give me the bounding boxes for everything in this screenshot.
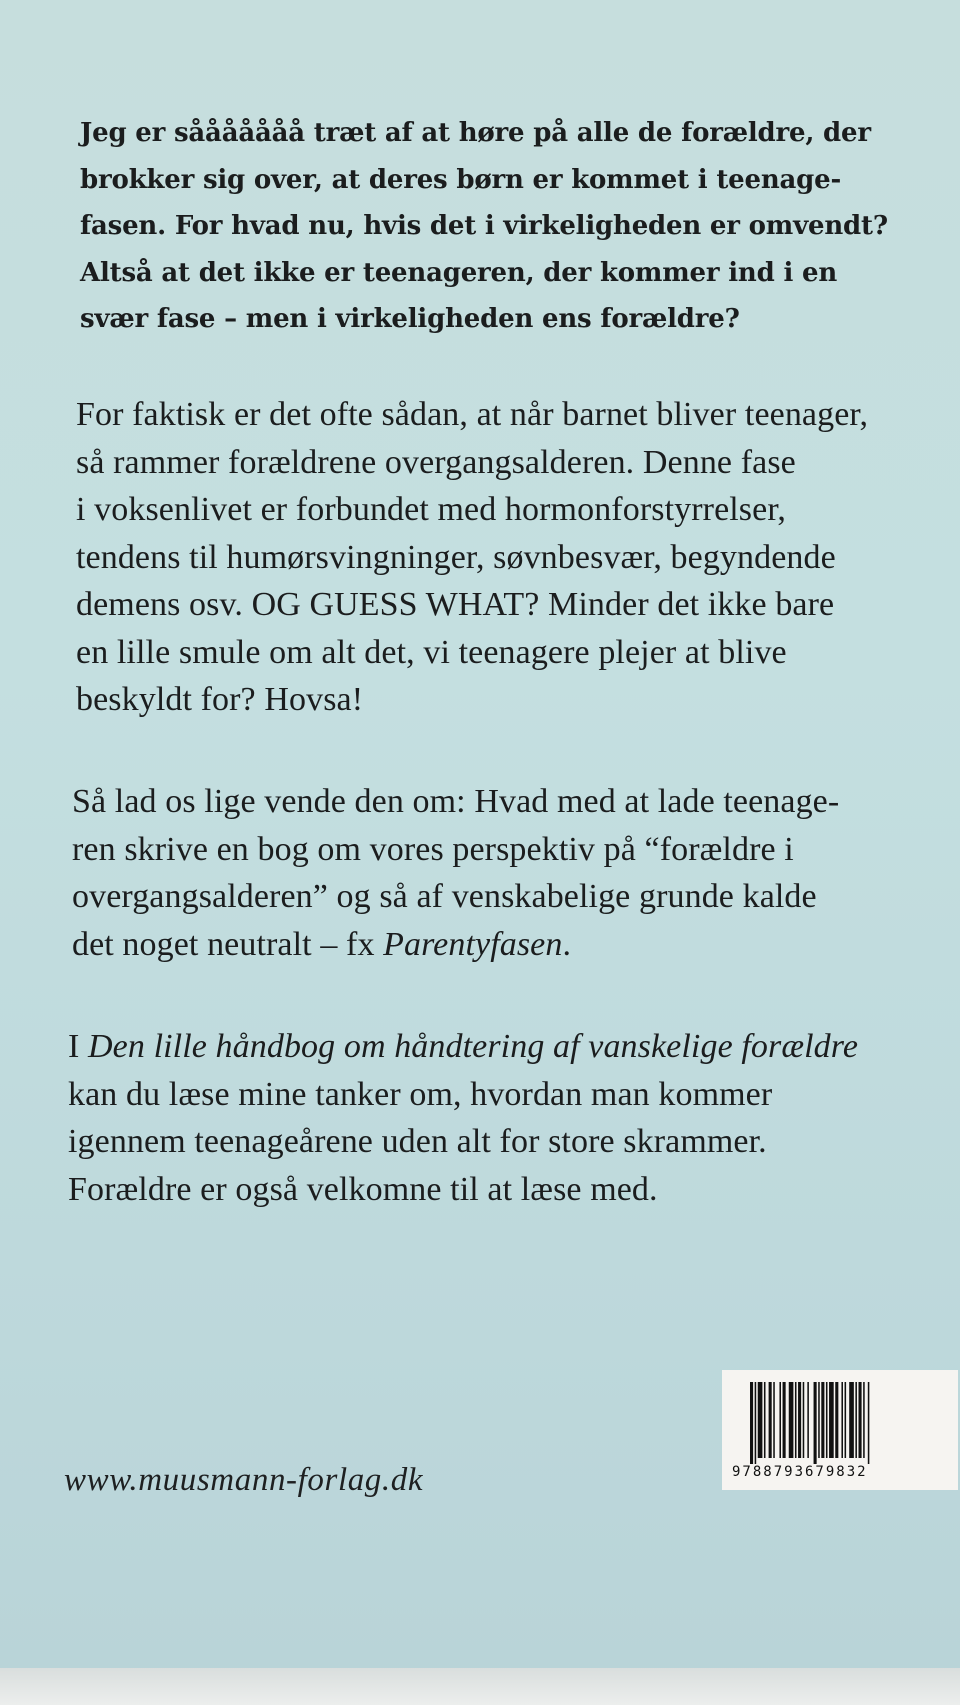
intro-line: Altså at det ikke er teenageren, der kommer ind i en: [80, 257, 838, 288]
text-line: beskyldt for? Hovsa!: [76, 681, 364, 718]
book-title-parentyfasen: Parentyfasen: [383, 925, 563, 963]
barcode-bar: [826, 1382, 828, 1458]
text-line: Så lad os lige vende den om: Hvad med at lade teenage-: [72, 783, 840, 820]
intro-line: Jeg er sååååååå træt af at høre på alle de forældre, der: [80, 118, 871, 148]
text-line: demens osv. OG GUESS WHAT? Minder det ikke bare: [76, 586, 835, 623]
text-segment: I: [68, 1028, 89, 1065]
barcode-bar: [758, 1382, 763, 1458]
text-line: en lille smule om alt det, vi teenagere plejer at blive: [76, 633, 787, 671]
barcode-bar: [798, 1382, 801, 1458]
background-surface: [0, 1668, 960, 1705]
text-line: tendens til humørsvingninger, søvnbesvær, begyndende: [76, 538, 836, 576]
barcode-bar: [859, 1382, 862, 1458]
barcode-bar: [769, 1382, 772, 1458]
barcode-bar: [779, 1382, 781, 1458]
text-segment: .: [562, 925, 572, 963]
text-line: ren skrive en bog om vores perspektiv på “forældre i: [72, 830, 794, 868]
publisher-website: www.muusmann-forlag.dk: [64, 1462, 424, 1498]
isbn-number: 9788793679832: [732, 1464, 868, 1480]
paragraph-handbook: [68, 1023, 928, 1213]
barcode-bar: [764, 1382, 766, 1458]
text-line: i voksenlivet er forbundet med hormonforstyrrelser,: [76, 491, 786, 528]
barcode-bar: [807, 1382, 809, 1458]
barcode-bar: [835, 1382, 838, 1458]
text-line: så rammer forældrene overgangsalderen. Denne fase: [76, 443, 796, 481]
text-line: overgangsalderen” og så af venskabelige grunde kalde: [72, 878, 817, 915]
barcode-bars: [750, 1382, 930, 1464]
barcode-bar: [845, 1382, 847, 1458]
isbn-barcode: [722, 1370, 958, 1490]
barcode-bar: [803, 1382, 805, 1458]
barcode-bar: [773, 1382, 775, 1458]
barcode-bar: [841, 1382, 843, 1458]
barcode-bar: [821, 1382, 824, 1458]
intro-line: svær fase – men i virkeligheden ens forældre?: [80, 304, 740, 334]
barcode-bar: [795, 1382, 797, 1458]
barcode-bar: [814, 1382, 817, 1464]
barcode-bar: [789, 1382, 794, 1458]
barcode-bar: [818, 1382, 820, 1458]
book-title-handbook: Den lille håndbog om håndtering af vanskelige forældre: [88, 1028, 859, 1065]
text-segment: det noget neutralt – fx: [72, 925, 384, 963]
intro-line: brokker sig over, at deres børn er kommet i teenage-: [80, 164, 842, 195]
barcode-bar: [829, 1382, 834, 1458]
text-line: igennem teenageårene uden alt for store skrammer.: [68, 1123, 767, 1160]
intro-line: fasen. For hvad nu, hvis det i virkeligheden er omvendt?: [80, 211, 888, 241]
text-line: kan du læse mine tanker om, hvordan man kommer: [68, 1075, 773, 1113]
text-line: [72, 921, 932, 969]
intro-paragraph: [80, 110, 930, 343]
barcode-bar: [868, 1382, 870, 1464]
text-line: For faktisk er det ofte sådan, at når barnet bliver teenager,: [76, 396, 869, 433]
paragraph-menopause: [76, 391, 936, 724]
barcode-bar: [849, 1382, 854, 1458]
paragraph-turn-around: [72, 778, 932, 968]
barcode-bar: [855, 1382, 857, 1458]
barcode-bar: [755, 1382, 757, 1464]
text-line: Forældre er også velkomne til at læse med.: [68, 1170, 658, 1208]
barcode-bar: [783, 1382, 786, 1458]
text-line: [68, 1023, 928, 1071]
barcode-bar: [863, 1382, 865, 1458]
barcode-bar: [750, 1382, 753, 1464]
